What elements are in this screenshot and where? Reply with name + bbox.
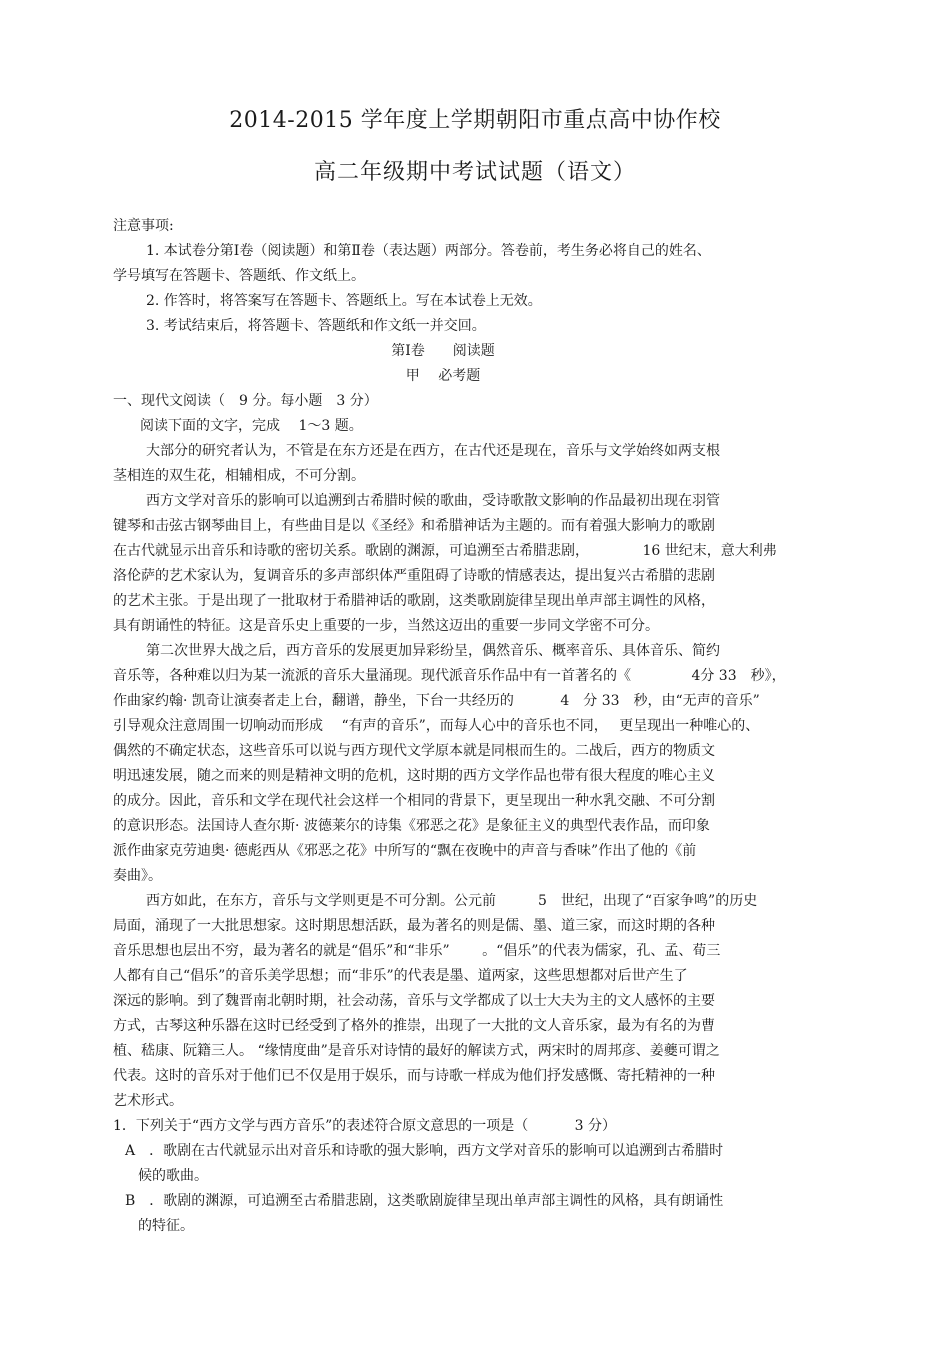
passage-line: 西方文学对音乐的影响可以追溯到古希腊时候的歌曲，受诗歌散文影响的作品最初出现在羽管 xyxy=(146,493,720,509)
passage-line: 音乐思想也层出不穷，最为著名的就是“倡乐”和“非乐” 。“倡乐”的代表为儒家，孔、孟、荀三 xyxy=(113,943,721,959)
passage-line: 局面，涌现了一大批思想家。这时期思想活跃，最为著名的则是儒、墨、道三家，而这时期的各种 xyxy=(113,918,715,934)
question-1-option-b-cont: 的特征。 xyxy=(138,1218,194,1234)
passage-line: 大部分的研究者认为，不管是在东方还是在西方，在古代还是现在，音乐与文学始终如两支根 xyxy=(146,443,720,459)
passage-line: 第二次世界大战之后，西方音乐的发展更加异彩纷呈，偶然音乐、概率音乐、具体音乐、简约 xyxy=(146,643,720,659)
passage-line: 音乐等，各种难以归为某一流派的音乐大量涌现。现代派音乐作品中有一首著名的《 4分 33 秒》， xyxy=(113,668,786,684)
passage-line: 的成分。因此，音乐和文学在现代社会这样一个相同的背景下，更呈现出一种水乳交融、不可分割 xyxy=(113,793,715,809)
passage-line: 人都有自己“倡乐”的音乐美学思想；而“非乐”的代表是墨、道两家，这些思想都对后世产生了 xyxy=(113,968,688,984)
passage-line: 明迅速发展，随之而来的则是精神文明的危机，这时期的西方文学作品也带有很大程度的唯心主义 xyxy=(113,768,715,784)
notice-item-1-line-2: 学号填写在答题卡、答题纸、作文纸上。 xyxy=(113,268,365,284)
reading-instruction: 阅读下面的文字，完成 1～3 题。 xyxy=(140,418,363,434)
passage-line: 茎相连的双生花，相辅相成，不可分割。 xyxy=(113,468,365,484)
volume-heading: 第Ⅰ卷 阅读题 xyxy=(391,343,495,359)
passage-line: 作曲家约翰· 凯奇让演奏者走上台，翻谱，静坐，下台一共经历的 4 分 33 秒，由“无声的音乐” xyxy=(113,693,760,709)
passage-line: 键琴和击弦古钢琴曲目上，有些曲目是以《圣经》和希腊神话为主题的。而有着强大影响力的歌剧 xyxy=(113,518,715,534)
question-1-option-a-cont: 候的歌曲。 xyxy=(138,1168,208,1184)
passage-line: 植、嵇康、阮籍三人。 “缘情度曲”是音乐对诗情的最好的解读方式，两宋时的周邦彦、姜夔可谓之 xyxy=(113,1043,720,1059)
passage-line: 深远的影响。到了魏晋南北朝时期，社会动荡，音乐与文学都成了以士大夫为主的文人感怀的主要 xyxy=(113,993,715,1009)
passage-line: 艺术形式。 xyxy=(113,1093,183,1109)
passage-line: 洛伦萨的艺术家认为，复调音乐的多声部织体严重阻碍了诗歌的情感表达，提出复兴古希腊的悲剧 xyxy=(113,568,715,584)
passage-line: 在古代就显示出音乐和诗歌的密切关系。歌剧的渊源，可追溯至古希腊悲剧， 16 世纪末，意大利弗 xyxy=(113,543,777,559)
passage-line: 派作曲家克劳迪奥· 德彪西从《邪恶之花》中所写的“飘在夜晚中的声音与香味”作出了他的《前 xyxy=(113,843,697,859)
notice-item-3: 3. 考试结束后，将答题卡、答题纸和作文纸一并交回。 xyxy=(146,318,486,334)
exam-body xyxy=(113,214,833,1239)
passage-line: 具有朗诵性的特征。这是音乐史上重要的一步，当然这迈出的重要一步同文学密不可分。 xyxy=(113,618,659,634)
question-1-option-b: B ．歌剧的渊源，可追溯至古希腊悲剧，这类歌剧旋律呈现出单声部主调性的风格，具有朗诵性 xyxy=(125,1193,724,1209)
exam-title-line2: 高二年级期中考试试题（语文） xyxy=(313,160,636,185)
part-heading: 甲 必考题 xyxy=(405,368,481,384)
question-1-option-a: A ．歌剧在古代就显示出对音乐和诗歌的强大影响，西方文学对音乐的影响可以追溯到古希腊时 xyxy=(125,1143,724,1159)
passage-line: 代表。这时的音乐对于他们已不仅是用于娱乐，而与诗歌一样成为他们抒发感慨、寄托精神的一种 xyxy=(113,1068,715,1084)
notice-item-2: 2. 作答时，将答案写在答题卡、答题纸上。写在本试卷上无效。 xyxy=(146,293,542,309)
passage-line: 引导观众注意周围一切响动而形成 “有声的音乐”，而每人心中的音乐也不同， 更呈现出一种唯心的、 xyxy=(113,718,760,734)
passage-line: 奏曲》。 xyxy=(113,868,162,884)
passage-line: 方式，古琴这种乐器在这时已经受到了格外的推崇，出现了一大批的文人音乐家，最为有名的为曹 xyxy=(113,1018,715,1034)
question-1-stem: 1．下列关于“西方文学与西方音乐”的表述符合原文意思的一项是（ 3 分） xyxy=(113,1118,617,1134)
exam-title-line1: 2014-2015 学年度上学期朝阳市重点高中协作校 xyxy=(229,108,721,133)
passage-line: 的艺术主张。于是出现了一批取材于希腊神话的歌剧，这类歌剧旋律呈现出单声部主调性的风格， xyxy=(113,593,715,609)
passage-line: 偶然的不确定状态，这些音乐可以说与西方现代文学原本就是同根而生的。二战后，西方的物质文 xyxy=(113,743,715,759)
notice-heading: 注意事项: xyxy=(113,218,174,234)
passage-line: 西方如此，在东方，音乐与文学则更是不可分割。公元前 5 世纪，出现了“百家争鸣”的历史 xyxy=(146,893,758,909)
passage-line: 的意识形态。法国诗人查尔斯· 波德莱尔的诗集《邪恶之花》是象征主义的典型代表作品，而印象 xyxy=(113,818,710,834)
notice-item-1-line-1: 1. 本试卷分第Ⅰ卷（阅读题）和第Ⅱ卷（表达题）两部分。答卷前，考生务必将自己的姓名、 xyxy=(146,243,711,259)
question-section-heading: 一、现代文阅读（ 9 分。每小题 3 分） xyxy=(113,393,378,409)
